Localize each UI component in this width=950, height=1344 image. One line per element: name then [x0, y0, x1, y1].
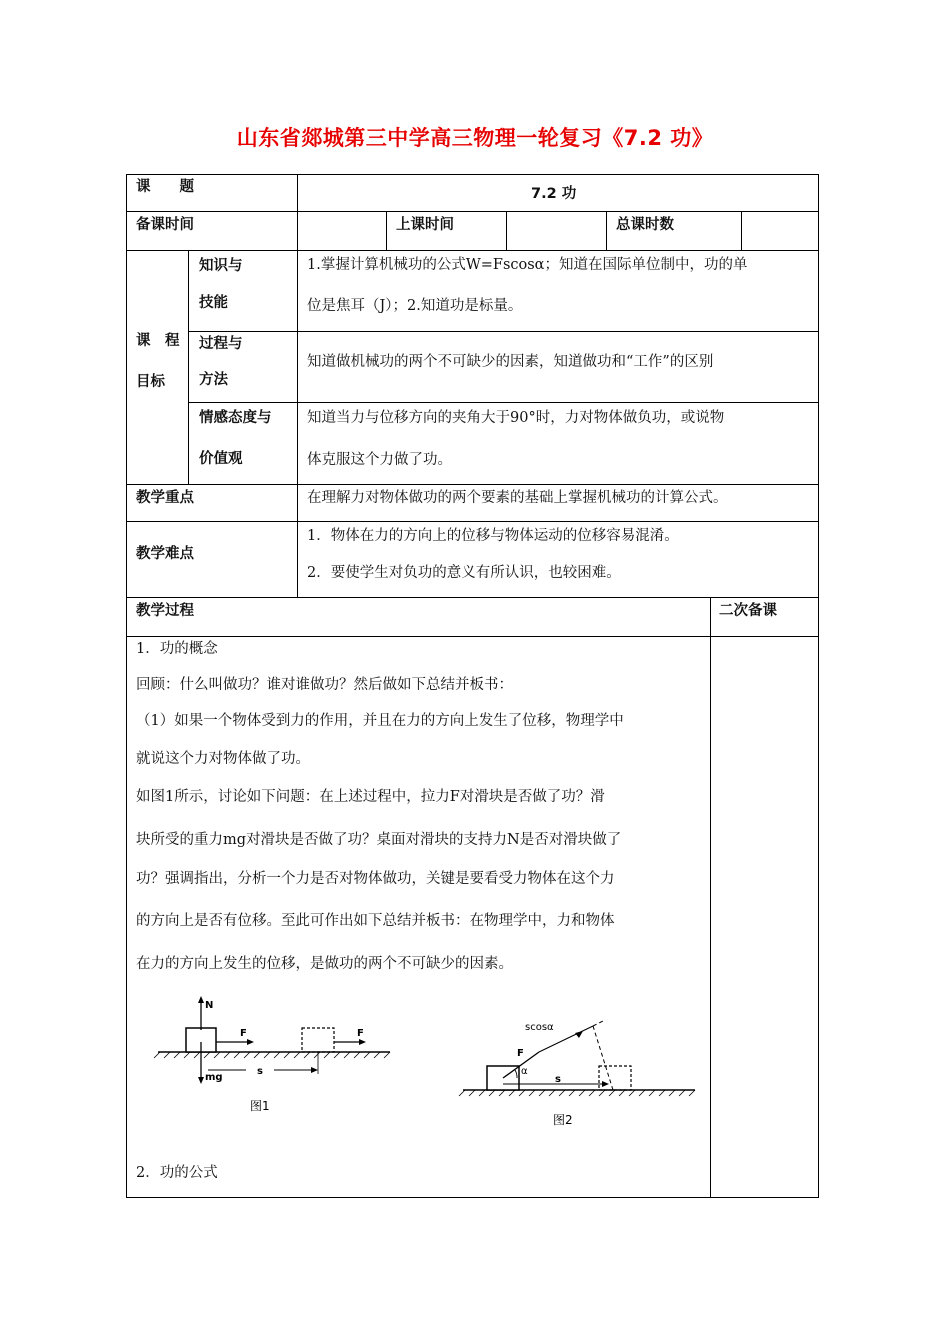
- difficulty-label: 教学难点: [136, 546, 194, 562]
- knowledge-line-2: 位是焦耳（J）；2.知道功是标量。: [307, 298, 523, 314]
- fig2-label-scos: scosα: [525, 1022, 554, 1033]
- fig1-caption: 图1: [250, 1099, 270, 1113]
- second-prep-label: 二次备课: [719, 603, 777, 619]
- process-line: 如图1所示，讨论如下问题：在上述过程中，拉力F对滑块是否做了功？滑: [136, 789, 605, 805]
- cell-total-hours-value: [741, 211, 819, 251]
- emotion-label-2: 价值观: [199, 451, 243, 467]
- fig2-label-alpha: α: [521, 1066, 528, 1077]
- formula-heading: 2．功的公式: [136, 1165, 218, 1181]
- fig2-caption: 图2: [553, 1113, 573, 1127]
- difficulty-line-2: 2．要使学生对负功的意义有所认识，也较困难。: [307, 565, 621, 581]
- figure-1: [150, 990, 400, 1120]
- process-header-label: 教学过程: [136, 603, 194, 619]
- fig1-label-n: N: [205, 1000, 214, 1011]
- key-point-label: 教学重点: [136, 490, 194, 506]
- fig1-label-s: s: [257, 1066, 263, 1077]
- process-line: 1．功的概念: [136, 641, 218, 657]
- process-line: 功？强调指出，分析一个力是否对物体做功，关键是要看受力物体在这个力: [136, 871, 615, 887]
- emotion-label-1: 情感态度与: [199, 410, 272, 426]
- goals-label-line2: 目标: [136, 374, 165, 390]
- process-line: 回顾：什么叫做功？谁对谁做功？然后做如下总结并板书：: [136, 677, 513, 693]
- cell-class-time-value: [506, 211, 607, 251]
- cell-prep-time-value: [297, 211, 387, 251]
- fig1-label-f2: F: [357, 1028, 364, 1039]
- process-line: 的方向上是否有位移。至此可作出如下总结并板书：在物理学中，力和物体: [136, 913, 615, 929]
- topic-label: 课 题: [136, 179, 194, 195]
- process-text: 知道做机械功的两个不可缺少的因素，知道做功和“工作”的区别: [307, 354, 714, 370]
- figure-2: [455, 1020, 715, 1135]
- knowledge-label-1: 知识与: [199, 258, 243, 274]
- difficulty-line-1: 1．物体在力的方向上的位移与物体运动的位移容易混淆。: [307, 528, 679, 544]
- key-point-text: 在理解力对物体做功的两个要素的基础上掌握机械功的计算公式。: [307, 490, 728, 506]
- process-line: 在力的方向上发生的位移，是做功的两个不可缺少的因素。: [136, 956, 513, 972]
- document-title: 山东省郯城第三中学高三物理一轮复习《7.2 功》: [236, 126, 714, 150]
- knowledge-label-2: 技能: [199, 295, 228, 311]
- prep-time-label: 备课时间: [136, 217, 194, 233]
- process-line: 就说这个力对物体做了功。: [136, 751, 310, 767]
- goals-label-line1: 课 程: [136, 333, 180, 349]
- knowledge-line-1: 1.掌握计算机械功的公式W=Fscosα；知道在国际单位制中，功的单: [307, 257, 748, 273]
- total-hours-label: 总课时数: [616, 217, 674, 233]
- class-time-label: 上课时间: [396, 217, 454, 233]
- fig1-label-mg: mg: [205, 1072, 223, 1083]
- process-line: （1）如果一个物体受到力的作用，并且在力的方向上发生了位移，物理学中: [136, 713, 624, 729]
- process-label-2: 方法: [199, 372, 228, 388]
- cell-process-header: [126, 597, 711, 637]
- process-label-1: 过程与: [199, 336, 243, 352]
- cell-second-prep-body: [710, 636, 819, 1198]
- emotion-line-2: 体克服这个力做了功。: [307, 452, 452, 468]
- fig2-label-s: s: [555, 1074, 561, 1085]
- fig1-label-f1: F: [240, 1028, 247, 1039]
- fig2-label-f: F: [517, 1048, 524, 1059]
- topic-value: 7.2 功: [531, 186, 577, 202]
- cell-goals-label: [126, 250, 189, 485]
- emotion-line-1: 知道当力与位移方向的夹角大于90°时，力对物体做负功，或说物: [307, 410, 725, 426]
- process-line: 块所受的重力mg对滑块是否做了功？桌面对滑块的支持力N是否对滑块做了: [136, 832, 622, 848]
